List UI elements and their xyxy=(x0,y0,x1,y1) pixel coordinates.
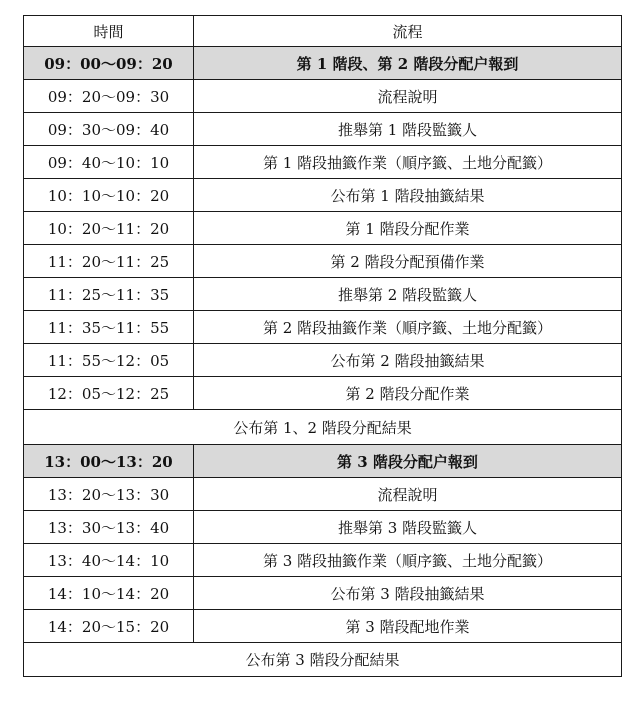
table-row xyxy=(24,377,622,410)
row-time: 11：25～11：35 xyxy=(24,278,194,311)
row-flow: 推舉第 1 階段監籤人 xyxy=(194,113,622,146)
row-time: 09：00～09：20 xyxy=(24,47,194,80)
header-time: 時間 xyxy=(24,16,194,47)
table-row xyxy=(24,478,622,511)
table-row xyxy=(24,113,622,146)
row-time: 11：55～12：05 xyxy=(24,344,194,377)
table-row xyxy=(24,212,622,245)
row-time: 10：10～10：20 xyxy=(24,179,194,212)
row-time: 10：20～11：20 xyxy=(24,212,194,245)
row-time: 13：20～13：30 xyxy=(24,478,194,511)
row-flow: 公布第 1 階段抽籤結果 xyxy=(194,179,622,212)
row-time: 09：40～10：10 xyxy=(24,146,194,179)
header-row xyxy=(24,16,622,47)
row-time: 13：00～13：20 xyxy=(24,445,194,478)
table-row xyxy=(24,245,622,278)
table-row xyxy=(24,577,622,610)
table-row-checkin-stage-1-2 xyxy=(24,47,622,80)
row-flow: 公布第 2 階段抽籤結果 xyxy=(194,344,622,377)
row-flow: 公布第 3 階段抽籤結果 xyxy=(194,577,622,610)
row-time: 11：20～11：25 xyxy=(24,245,194,278)
row-flow: 第 2 階段抽籤作業（順序籤、土地分配籤） xyxy=(194,311,622,344)
table-row xyxy=(24,146,622,179)
table-row xyxy=(24,511,622,544)
table-row-announce-stage-1-2 xyxy=(24,410,622,445)
table-row-checkin-stage-3 xyxy=(24,445,622,478)
row-flow: 第 2 階段分配預備作業 xyxy=(194,245,622,278)
table-row xyxy=(24,544,622,577)
table-row xyxy=(24,278,622,311)
row-full: 公布第 1、2 階段分配結果 xyxy=(24,410,622,445)
table-row xyxy=(24,610,622,643)
row-time: 12：05～12：25 xyxy=(24,377,194,410)
row-flow: 推舉第 3 階段監籤人 xyxy=(194,511,622,544)
table-row xyxy=(24,311,622,344)
row-flow: 流程說明 xyxy=(194,80,622,113)
row-flow: 流程說明 xyxy=(194,478,622,511)
row-flow: 第 3 階段配地作業 xyxy=(194,610,622,643)
row-time: 13：30～13：40 xyxy=(24,511,194,544)
row-time: 14：20～15：20 xyxy=(24,610,194,643)
row-flow: 第 3 階段抽籤作業（順序籤、土地分配籤） xyxy=(194,544,622,577)
row-time: 13：40～14：10 xyxy=(24,544,194,577)
row-flow: 第 3 階段分配户報到 xyxy=(194,445,622,478)
row-flow: 推舉第 2 階段監籤人 xyxy=(194,278,622,311)
row-flow: 第 1 階段分配作業 xyxy=(194,212,622,245)
row-flow: 第 1 階段、第 2 階段分配户報到 xyxy=(194,47,622,80)
row-time: 09：30～09：40 xyxy=(24,113,194,146)
table-row xyxy=(24,179,622,212)
row-time: 14：10～14：20 xyxy=(24,577,194,610)
row-time: 11：35～11：55 xyxy=(24,311,194,344)
row-flow: 第 2 階段分配作業 xyxy=(194,377,622,410)
row-time: 09：20～09：30 xyxy=(24,80,194,113)
schedule-table xyxy=(23,15,622,677)
table-row xyxy=(24,80,622,113)
table-row-announce-stage-3 xyxy=(24,643,622,677)
header-flow: 流程 xyxy=(194,16,622,47)
row-full: 公布第 3 階段分配結果 xyxy=(24,643,622,677)
row-flow: 第 1 階段抽籤作業（順序籤、土地分配籤） xyxy=(194,146,622,179)
table-row xyxy=(24,344,622,377)
